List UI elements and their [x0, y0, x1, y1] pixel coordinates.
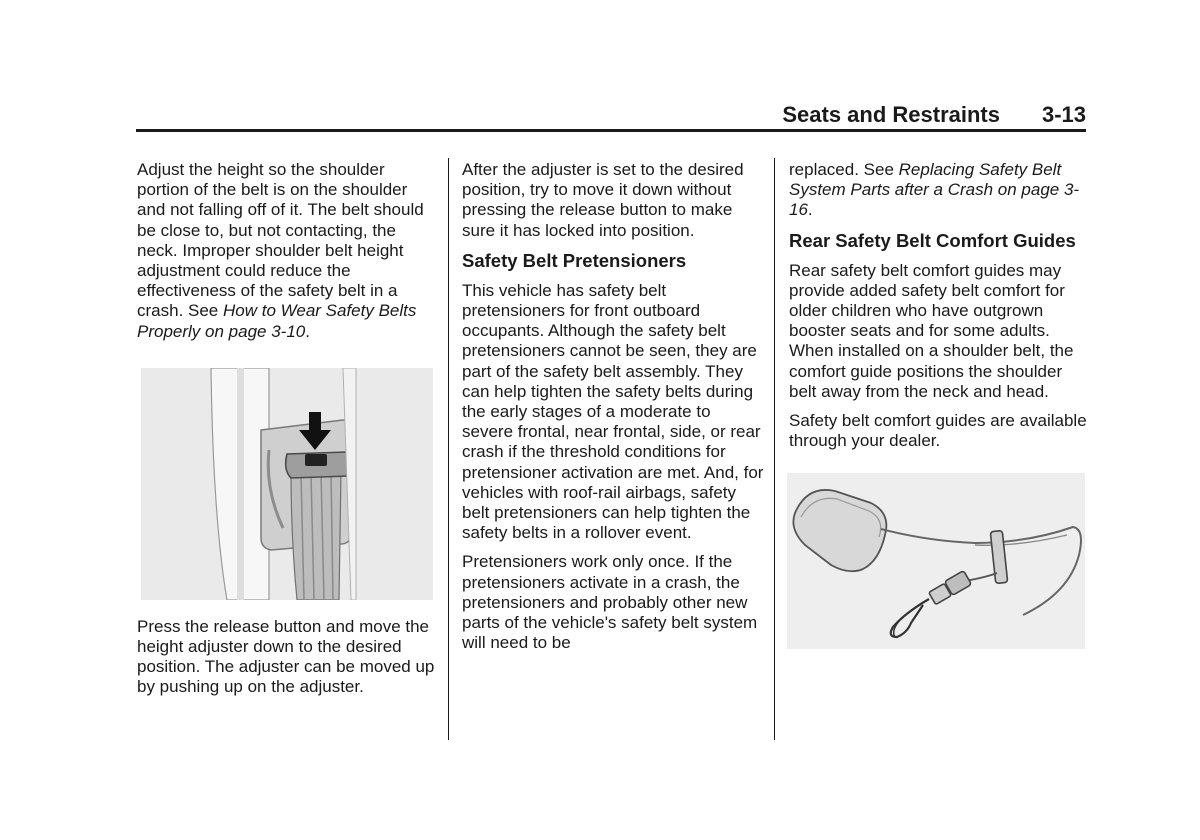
cross-reference-link[interactable]: Replacing Safety Belt System Parts after a Crash on page 3-16: [789, 160, 1080, 220]
paragraph-adjuster-set: After the adjuster is set to the desired position, try to move it down without pressing the release button to make sure it has locked into position.: [462, 160, 744, 240]
page-number: 3-13: [1041, 102, 1086, 127]
column-divider-2: [774, 158, 775, 740]
section-title: Seats and Restraints: [782, 102, 1000, 127]
paragraph-replaced: replaced. See Replacing Safety Belt System Parts after a Crash on page 3-16.: [789, 160, 1080, 220]
paragraph-pretensioners-intro: This vehicle has safety belt pretensioners for front outboard occupants. Although the safety belt pretensioners cannot be seen, they are part of the safety belt assembly. They can help tighten the safety belts during the early stages of a moderate to severe frontal, near frontal, side, or rear crash if the threshold conditions for pretensioner activation are met. And, for vehicles with roof-rail airbags, safety belt pretensioners can help tighten the safety belts in a rollover event.: [462, 280, 764, 543]
column-divider-1: [448, 158, 449, 740]
paragraph-press-release: Press the release button and move the height adjuster down to the desired position. The adjuster can be moved up by pushing up on the adjuster.: [137, 616, 435, 697]
page-header: [136, 100, 1086, 130]
comfort-guide-illustration: [787, 473, 1085, 649]
header-rule: [136, 129, 1086, 132]
cross-reference-link[interactable]: How to Wear Safety Belts Properly on page 3-10: [137, 301, 417, 341]
paragraph-dealer: Safety belt comfort guides are available through your dealer.: [789, 411, 1087, 451]
paragraph-comfort-guides: Rear safety belt comfort guides may provide added safety belt comfort for older children who have outgrown booster seats and for some adults. When installed on a shoulder belt, the comfort guide positions the shoulder belt away from the neck and head.: [789, 260, 1074, 401]
heading-pretensioners: Safety Belt Pretensioners: [462, 249, 687, 271]
column-3: [789, 160, 1089, 649]
column-1: [137, 160, 437, 707]
paragraph-adjust-height: Adjust the height so the shoulder portion of the belt is on the shoulder and not falling off of it. The belt should be close to, but not contacting, the neck. Improper shoulder belt height adjustment could reduce the effectiveness of the safety belt in a crash. See How to Wear Safety Belts Properly on page 3-10.: [137, 160, 424, 341]
column-2: [462, 160, 764, 662]
heading-comfort-guides: Rear Safety Belt Comfort Guides: [789, 229, 1076, 251]
height-adjuster-illustration: [141, 368, 433, 600]
paragraph-pretensioners-once: Pretensioners work only once. If the pretensioners activate in a crash, the pretensioners and probably other new parts of the vehicle's safety belt system will need to be: [462, 552, 758, 653]
